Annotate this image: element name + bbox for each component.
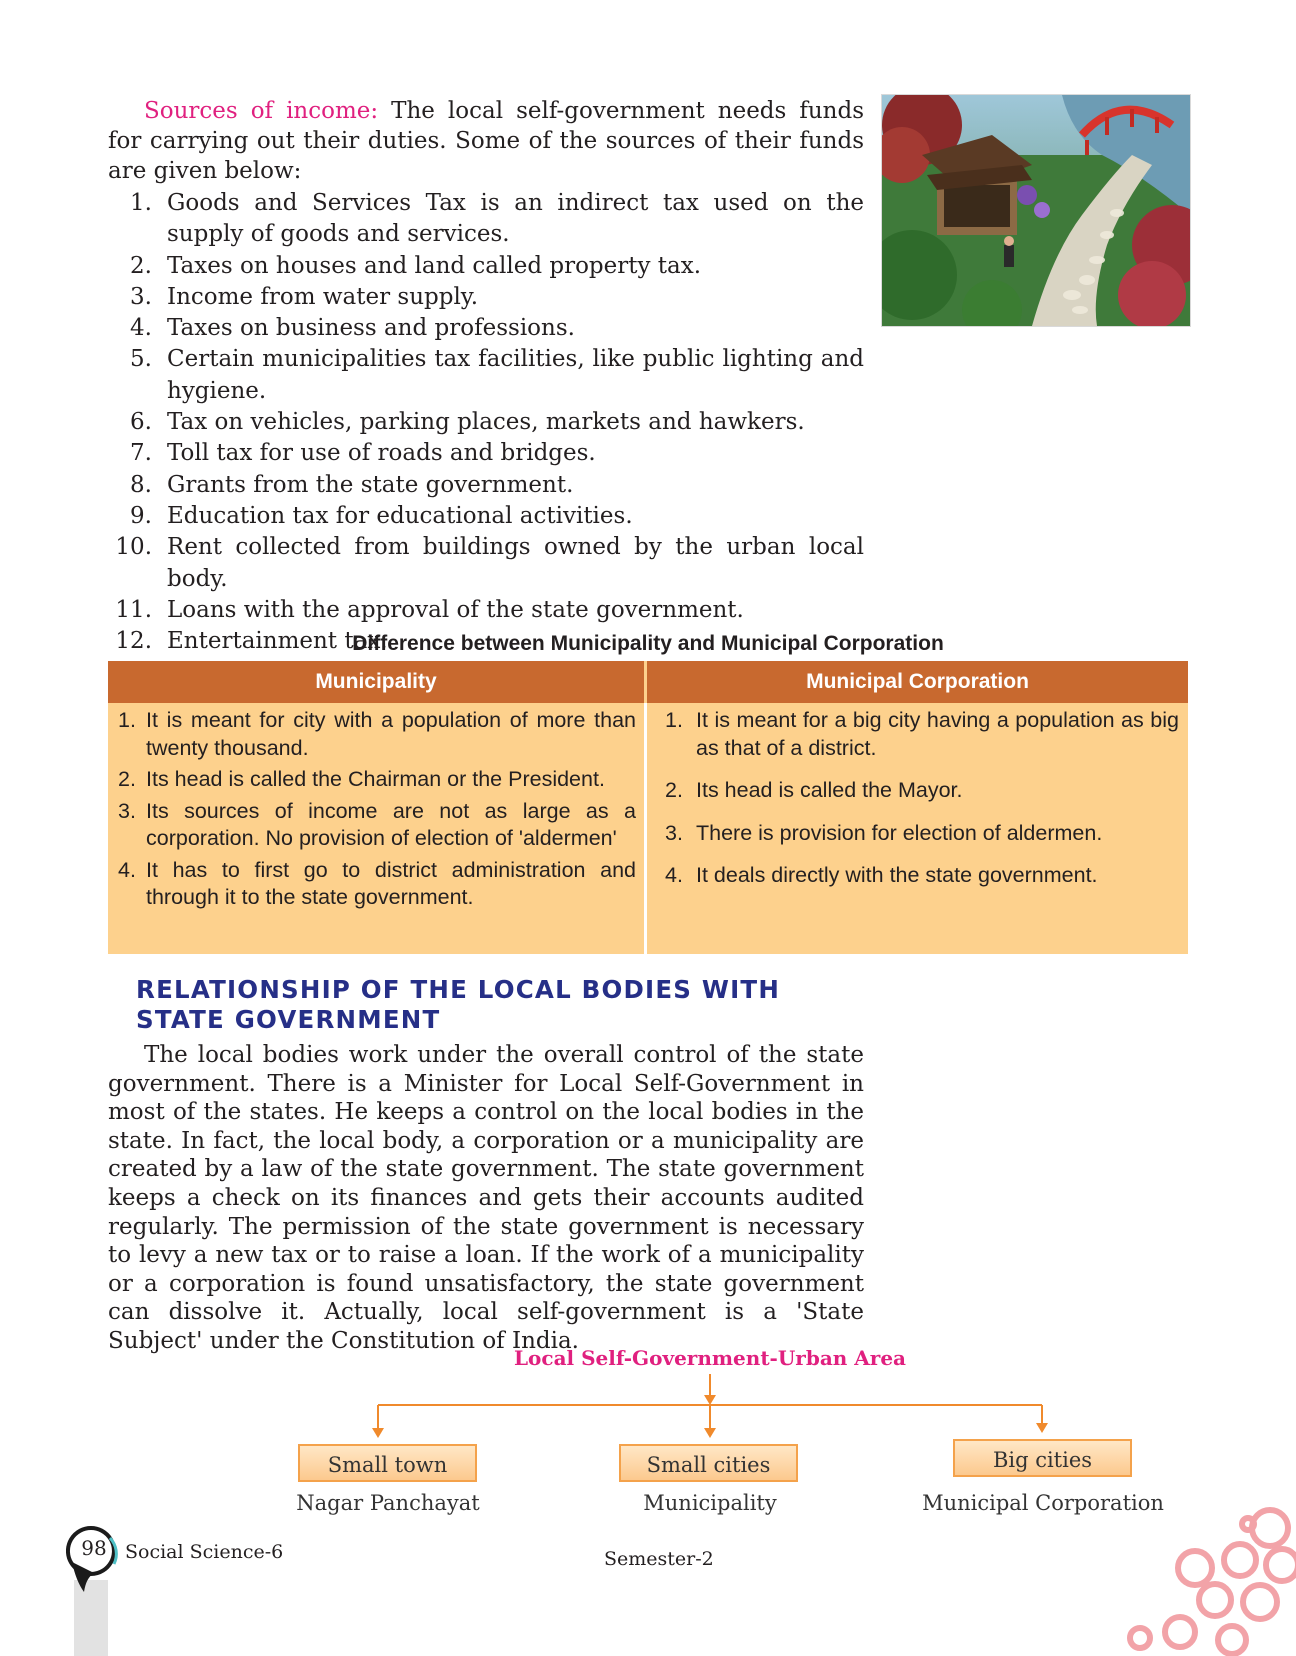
arrowhead-trunk <box>704 1395 716 1405</box>
corporation-column <box>665 707 1179 905</box>
garden-illustration-svg <box>882 95 1190 326</box>
list-item: 2. Taxes on houses and land called property tax. <box>130 252 702 279</box>
semester-label: Semester-2 <box>604 1548 714 1570</box>
table-cell-item: 1. It is meant for city with a population of more than twenty thousand. <box>118 708 636 760</box>
list-item: 6. Tax on vehicles, parking places, markets and hawkers. <box>130 409 805 436</box>
list-item: 5. Certain municipalities tax facilities, like public lighting and hygiene. <box>130 346 864 404</box>
comparison-table <box>108 661 1188 954</box>
table-cell-item: 3. There is provision for election of aldermen. <box>665 820 1103 845</box>
list-item: 3. Income from water supply. <box>130 283 479 310</box>
table-cell-item: 4. It deals directly with the state government. <box>665 863 1098 887</box>
arrowhead-right <box>1036 1423 1048 1433</box>
column-header-corporation: Municipal Corporation <box>647 661 1188 703</box>
list-item: 7. Toll tax for use of roads and bridges. <box>130 440 596 467</box>
page-number: 98 <box>81 1536 107 1560</box>
table-caption: Difference between Municipality and Municipal Corporation <box>352 632 944 655</box>
intro-paragraph <box>108 96 864 186</box>
table-cell-item: 2. Its head is called the Chairman or the President. <box>118 767 605 791</box>
book-title: Social Science-6 <box>125 1541 284 1563</box>
arrowhead-middle <box>704 1428 716 1438</box>
table-cell-item: 1. It is meant for a big city having a population as big as that of a district. <box>665 708 1179 760</box>
sources-list <box>108 188 864 657</box>
list-item: 11. Loans with the approval of the state government. <box>115 596 744 623</box>
table-cell-item: 3. Its sources of income are not as large as a corporation. No provision of election of 'aldermen' <box>118 798 636 850</box>
list-item: 1. Goods and Services Tax is an indirect tax used on the supply of goods and services. <box>130 190 864 248</box>
list-item: 8. Grants from the state government. <box>130 471 574 498</box>
diagram-label-nagar-panchayat: Nagar Panchayat <box>296 1491 480 1515</box>
diagram-label-municipal-corporation: Municipal Corporation <box>922 1491 1164 1515</box>
arrowhead-left <box>372 1428 384 1438</box>
decorative-circles-icon <box>1120 1500 1296 1656</box>
list-item: 9. Education tax for educational activities. <box>130 502 633 529</box>
table-cell-item: 4. It has to first go to district administration and through it to the state government. <box>118 857 636 909</box>
garden-illustration <box>881 94 1191 327</box>
municipality-column <box>118 707 636 916</box>
section-heading: RELATIONSHIP OF THE LOCAL BODIES WITH STATE GOVERNMENT <box>136 975 781 1034</box>
list-item: 12. Entertainment tax. <box>115 628 388 655</box>
diagram-box-big-cities: Big cities <box>953 1439 1132 1477</box>
section-body: The local bodies work under the overall control of the state government. There is a Minister for Local Self-Government in most of the states. He keeps a control on the local bodies in the state. In fact, the local body, a corporation or a municipality are created by a law of the state government. The state government keeps a check on its finances and gets their accounts audited regularly. The permission of the state government is necessary to levy a new tax or to raise a loan. If the work of a municipality or a corporation is found unsatisfactory, the state government can dissolve it. Actually, local self-government is a 'State Subject' under the Constitution of India. <box>108 1042 864 1354</box>
intro-label: Sources of income: <box>144 98 379 124</box>
intro-text: The local self-government needs funds for carrying out their duties. Some of the sources of their funds are given below: <box>108 98 864 184</box>
list-item: 4. Taxes on business and professions. <box>130 315 575 342</box>
diagram-box-small-town: Small town <box>298 1444 477 1482</box>
diagram-title: Local Self-Government-Urban Area <box>513 1346 907 1370</box>
list-item: 10. Rent collected from buildings owned by the urban local body. <box>115 534 864 592</box>
diagram-box-small-cities: Small cities <box>619 1444 798 1482</box>
diagram-label-municipality: Municipality <box>643 1491 777 1515</box>
column-divider <box>644 703 647 954</box>
column-header-municipality: Municipality <box>108 661 644 703</box>
table-cell-item: 2. Its head is called the Mayor. <box>665 778 963 802</box>
